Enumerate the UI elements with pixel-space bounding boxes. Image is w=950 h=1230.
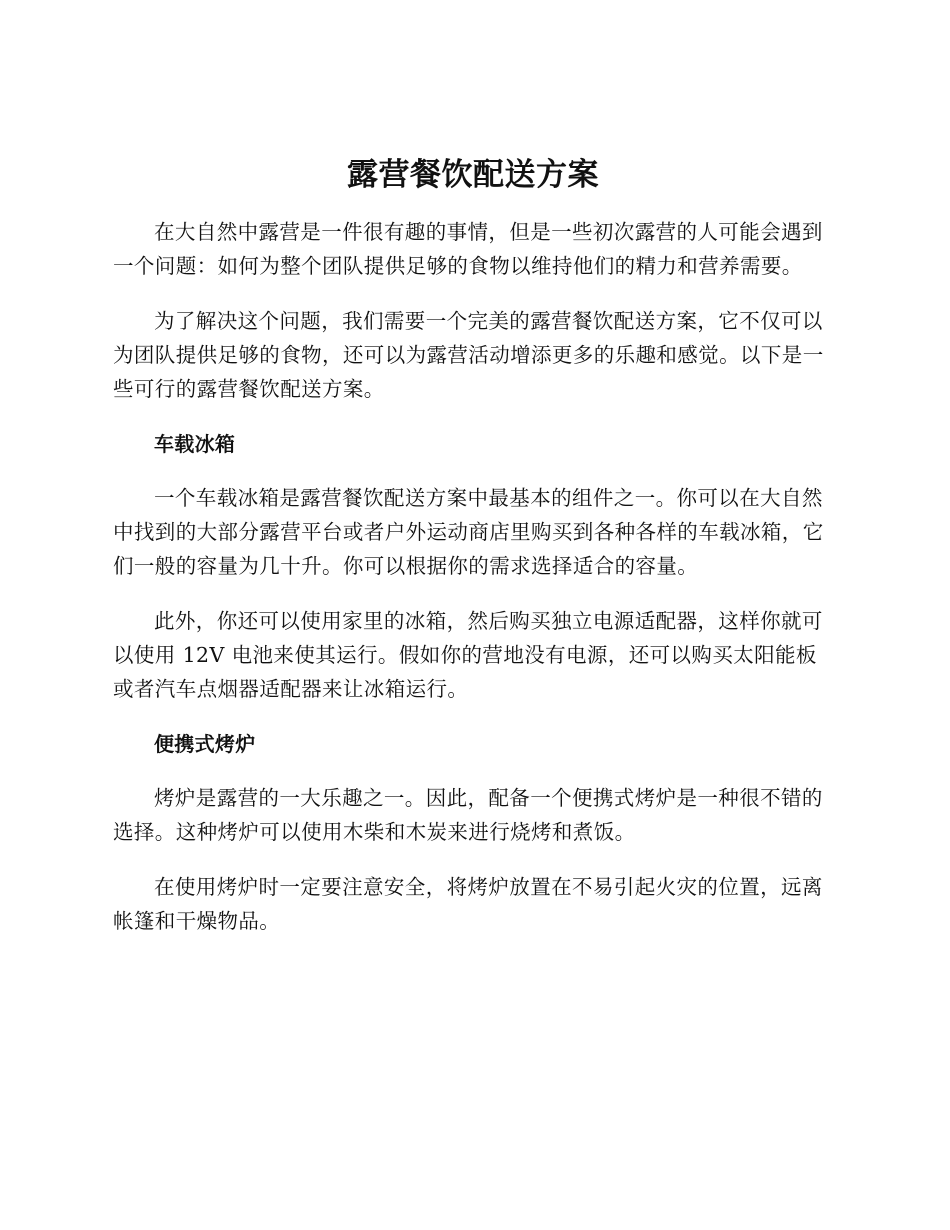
section-car-fridge	[113, 427, 833, 706]
intro-paragraph-2: 为了解决这个问题，我们需要一个完美的露营餐饮配送方案，它不仅可以为团队提供足够的食物，还可以为露营活动增添更多的乐趣和感觉。以下是一些可行的露营餐饮配送方案。	[113, 309, 824, 401]
section-heading-portable-grill: 便携式烤炉	[154, 732, 256, 756]
portable-grill-paragraph-1: 烤炉是露营的一大乐趣之一。因此，配备一个便携式烤炉是一种很不错的选择。这种烤炉可以使用木柴和木炭来进行烧烤和煮饭。	[113, 786, 823, 844]
car-fridge-paragraph-2: 此外，你还可以使用家里的冰箱，然后购买独立电源适配器，这样你就可以使用 12V 电池来使其运行。假如你的营地没有电源，还可以购买太阳能板或者汽车点烟器适配器来让冰箱运行。	[113, 609, 823, 701]
intro-paragraph-1: 在大自然中露营是一件很有趣的事情，但是一些初次露营的人可能会遇到一个问题：如何为整个团队提供足够的食物以维持他们的精力和营养需要。	[113, 220, 823, 278]
section-portable-grill	[113, 727, 833, 938]
car-fridge-paragraph-1: 一个车载冰箱是露营餐饮配送方案中最基本的组件之一。你可以在大自然中找到的大部分露营平台或者户外运动商店里购买到各种各样的车载冰箱，它们一般的容量为几十升。你可以根据你的需求选择适合的容量。	[113, 486, 824, 578]
document-title: 露营餐饮配送方案	[347, 157, 599, 193]
document-page	[113, 145, 833, 959]
section-heading-car-fridge: 车载冰箱	[154, 432, 236, 456]
portable-grill-paragraph-2: 在使用烤炉时一定要注意安全，将烤炉放置在不易引起火灾的位置，远离帐篷和干燥物品。	[113, 875, 823, 933]
